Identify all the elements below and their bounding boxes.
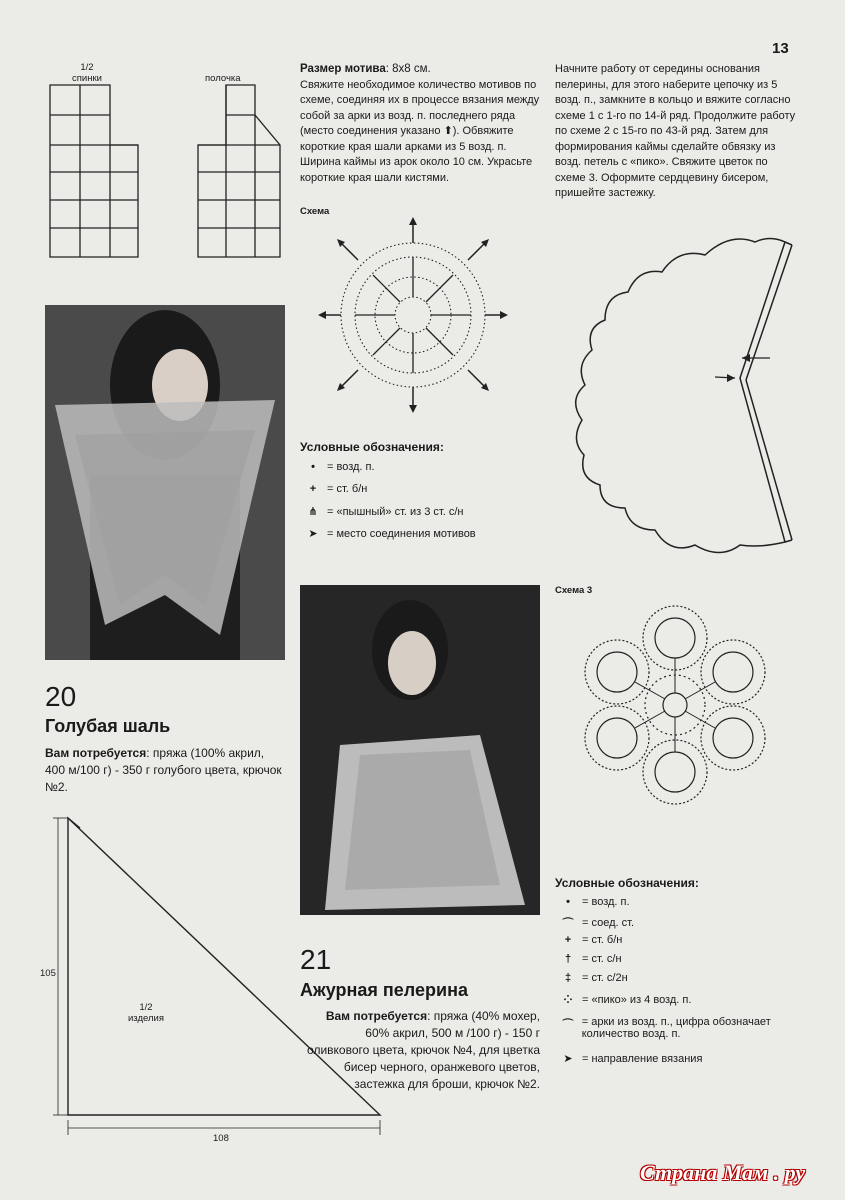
legend-symbol: ➤ [308, 528, 318, 540]
item20-needs-text: : пряжа (100% акрил, 400 м/100 г) - 350 г голубого цвета, крючок №2. [45, 746, 282, 794]
flower-diagram [565, 590, 785, 820]
legend3-text: = ст. с/н [582, 953, 622, 965]
motif-size-value: : 8x8 см. [385, 63, 431, 75]
photo-blue-shawl [45, 305, 285, 660]
legend-symbol: + [309, 483, 317, 495]
legend-item [305, 483, 367, 495]
triangle-label: 1/2 изделия [128, 1002, 164, 1024]
motif-size-label: Размер мотива [300, 63, 386, 75]
legend3-symbol: • [566, 896, 570, 908]
triangle-width: 108 [213, 1133, 229, 1144]
item21-number: 21 [300, 944, 332, 975]
legend-symbol: ⋔ [308, 506, 318, 518]
legend3-title: Условные обозначения: [555, 876, 699, 890]
item21-needs-text: : пряжа (40% мохер, 60% акрил, 500 м /100 г) - 150 г оливкового цвета, крючок №4, для цветка бисер черного, оранжевого цветов, застежка для броши, крючок №2. [307, 1009, 540, 1091]
legend3-symbol: † [564, 953, 572, 965]
legend3-text: = направление вязания [582, 1052, 703, 1065]
item21-needs-label: Вам потребуется [325, 1009, 428, 1023]
legend-symbol: • [311, 461, 315, 473]
legend-text: = место соединения мотивов [327, 527, 476, 540]
instructions-text: Начните работу от середины основания пелерины, для этого наберите цепочку из 5 возд. п., замкните в кольцо и вяжите согласно схеме 1 с 1-го по 14-й ряд. Продолжите работу по схеме 2 с 15-го по 43-й ряд. Затем для формирования каймы сделайте обвязку из возд. петель с «пико». Свяжите цветок по схеме 3. Оформите сердцевину бисером, пришейте застежку. [555, 63, 796, 199]
motif-diagram [318, 215, 508, 415]
legend3-symbol: ⁘ [563, 994, 573, 1006]
item21-needs [300, 1008, 540, 1093]
legend-text: = ст. б/н [327, 483, 368, 495]
watermark: Страна Мам . ру [640, 1160, 806, 1185]
legend3-item [560, 972, 628, 984]
legend-item [305, 527, 476, 540]
item20-title: Голубая шаль [45, 716, 171, 736]
legend3-item [560, 1052, 702, 1065]
legend-text: = «пышный» ст. из 3 ст. с/н [327, 505, 464, 518]
legend3-item [560, 953, 622, 965]
legend3-item [560, 993, 691, 1006]
back-label: 1/2 спинки [72, 62, 102, 84]
item21-title: Ажурная пелерина [300, 980, 468, 1000]
item20-needs [45, 745, 285, 796]
front-label: полочка [205, 73, 241, 84]
legend3-item [560, 934, 622, 946]
legend3-text: = «пико» из 4 возд. п. [582, 993, 692, 1006]
triangle-height: 105 [40, 968, 56, 979]
legend-title: Условные обозначения: [300, 440, 444, 454]
pelerine-outline [570, 230, 800, 555]
motif-paragraph: Свяжите необходимое количество мотивов по схеме, соединяя их в процессе вязания между собой за арки из возд. п. последнего ряда (место соединения указано ⬆). Обвяжите короткие края шали арками из 5 возд. п. Ширина каймы из арок около 10 см. Украсьте короткие края шали кистями. [300, 78, 540, 184]
legend3-symbol: + [564, 934, 572, 946]
legend3-text: = возд. п. [582, 896, 630, 908]
legend3-text: = ст. б/н [582, 934, 623, 946]
scheme3-label: Схема 3 [555, 585, 593, 596]
garment-schematic [40, 60, 290, 260]
legend3-item [560, 1016, 790, 1040]
item20-needs-label: Вам потребуется [45, 746, 147, 760]
item20-number: 20 [45, 681, 77, 712]
legend3-symbol: ⌒ [562, 918, 574, 930]
motif-description [300, 62, 540, 186]
legend-item [305, 505, 464, 518]
legend3-symbol: ‡ [564, 972, 572, 984]
legend3-item [560, 915, 634, 931]
legend3-text: = соед. ст. [582, 917, 635, 929]
scheme-label: Схема [300, 206, 330, 217]
legend-text: = возд. п. [327, 461, 375, 473]
legend3-symbol: ⌒ [562, 1019, 574, 1031]
legend3-symbol: ➤ [563, 1053, 573, 1065]
legend-item [305, 461, 375, 473]
page-number: 13 [772, 40, 789, 57]
legend3-text: = ст. с/2н [582, 972, 628, 984]
legend3-item [560, 896, 630, 908]
legend3-text: = арки из возд. п., цифра обозначает количество возд. п. [581, 1016, 771, 1040]
